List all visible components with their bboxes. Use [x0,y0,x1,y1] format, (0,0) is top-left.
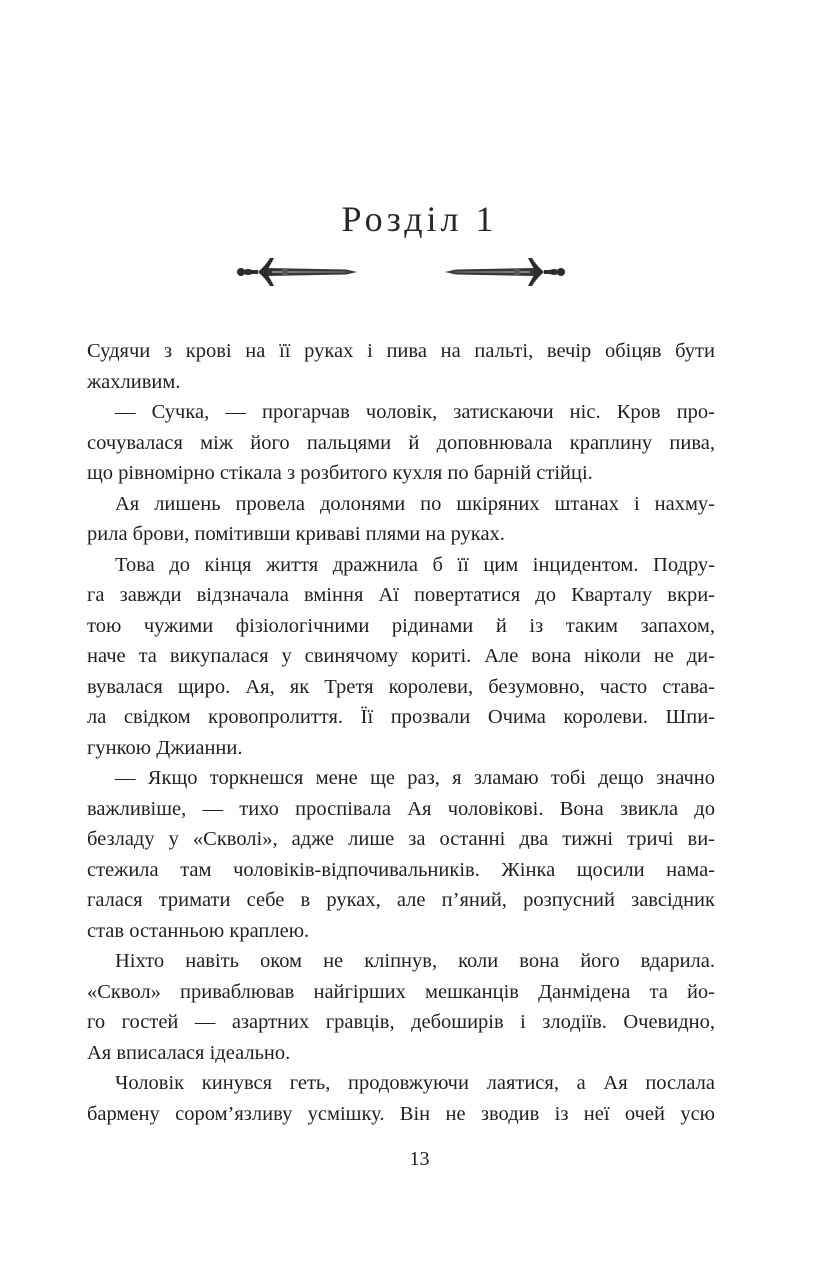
text-line: Судячи з крові на її руках і пива на пальті, вечір обіцяв бути [87,340,715,362]
dagger-right-icon [444,254,566,290]
text-line: важливіше, — тихо проспівала Ая чоловікові. Вона звикла до [87,797,715,820]
text-line: Ая вписалася ідеально. [87,1041,291,1064]
page-number: 13 [409,1148,430,1170]
chapter-title: Розділ 1 [341,199,498,239]
text-line: Ніхто навіть оком не кліпнув, коли вона його вдарила. [115,950,715,972]
body-text [87,336,715,1129]
text-line: жахливим. [87,370,181,393]
text-line: Чоловік кинувся геть, продовжуючи лаятися, а Ая послала [115,1072,715,1094]
text-line: бармену сором’язливу усмішку. Він не зводив із неї очей усю [87,1102,715,1125]
text-line: сочувалася між його пальцями й доповнювала краплину пива, [87,431,715,454]
text-line: Това до кінця життя дражнила б її цим інцидентом. Подру- [115,553,715,576]
text-line: стежила там чоловіків-відпочивальників. Жінка щосили нама- [87,858,715,881]
text-line: — Сучка, — прогарчав чоловік, затискаючи ніс. Кров про- [115,401,715,423]
text-line: — Якщо торкнешся мене ще раз, я зламаю тобі дещо значно [115,767,715,789]
dagger-left-icon [236,254,358,290]
text-line: гункою Джианни. [87,736,243,759]
text-line: став останньою краплею. [87,919,310,942]
text-line: рила брови, помітивши криваві плями на руках. [87,523,505,545]
text-line: ла свідком кровопролиття. Її прозвали Очима королеви. Шпи- [87,706,715,728]
text-line: тою чужими фізіологічними рідинами й із таким запахом, [87,614,715,637]
text-line: Ая лишень провела долонями по шкіряних штанах і нахму- [115,492,715,515]
text-line: вувалася щиро. Ая, як Третя королеви, безумовно, часто става- [87,675,715,698]
text-line: що рівномірно стікала з розбитого кухля по барній стійці. [87,462,593,484]
text-line: го гостей — азартних гравців, дебоширів і злодіїв. Очевидно, [87,1011,715,1033]
text-line: безладу у «Скволі», адже лише за останні два тижні тричі ви- [87,828,715,850]
text-line: галася тримати себе в руках, але п’яний, розпусний завсідник [87,889,715,911]
text-line: «Сквол» приваблював найгірших мешканців Данмідена та йо- [87,980,715,1003]
text-line: наче та викупалася у свинячому кориті. Але вона ніколи не ди- [87,645,715,667]
text-line: га завжди відзначала вміння Аї повертатися до Кварталу вкри- [87,584,715,606]
